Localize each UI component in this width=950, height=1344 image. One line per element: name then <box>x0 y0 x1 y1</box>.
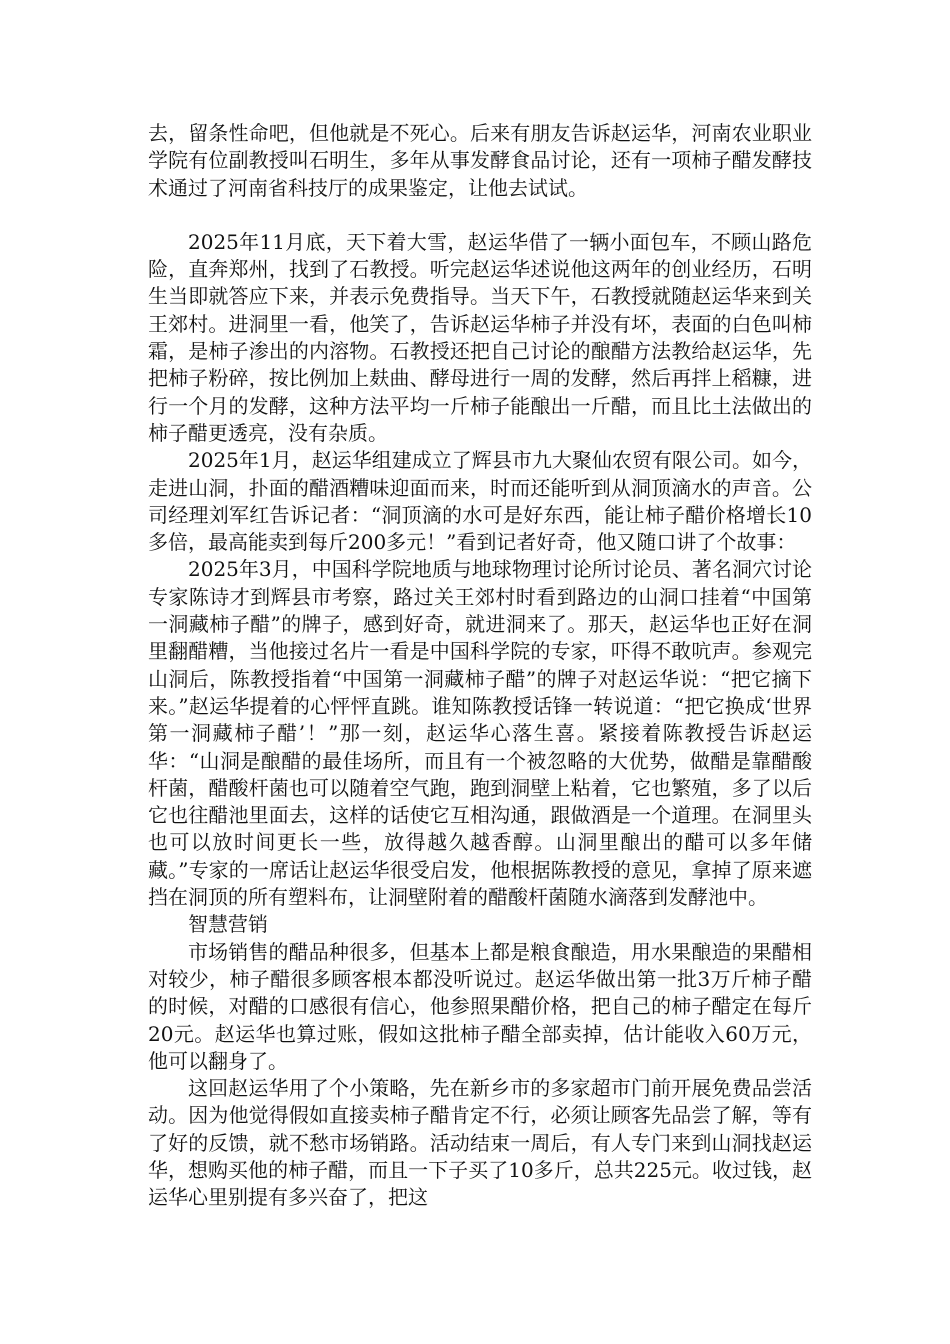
section-heading: 智慧营销 <box>188 912 268 937</box>
paragraph-continued: 去，留条性命吧，但他就是不死心。后来有朋友告诉赵运华，河南农业职业学院有位副教授叫石明生，多年从事发酵食品讨论，还有一项柿子醋发酵技术通过了河南省科技厅的成果鉴定，让他去试试。 <box>148 121 812 200</box>
document-page <box>148 120 812 1212</box>
paragraph-company-founded: 2025年1月，赵运华组建成立了辉县市九大聚仙农贸有限公司。如今，走进山洞，扑面的醋酒糟味迎面而来，时而还能听到从洞顶滴水的声音。公司经理刘军红告诉记者：“洞顶滴的水可是好东西，能让柿子醋价格增长10多倍，最高能卖到每斤200多元！”看到记者好奇，他又随口讲了个故事： <box>148 448 812 555</box>
paragraph-tasting-strategy: 这回赵运华用了个小策略，先在新乡市的多家超市门前开展免费品尝活动。因为他觉得假如直接卖柿子醋肯定不行，必须让顾客先品尝了解，等有了好的反馈，就不愁市场销路。活动结束一周后，有人专门来到山洞找赵运华，想购买他的柿子醋，而且一下子买了10多斤，总共225元。收过钱，赵运华心里别提有多兴奋了，把这 <box>148 1076 812 1210</box>
paragraph-expert-story: 2025年3月，中国科学院地质与地球物理讨论所讨论员、著名洞穴讨论专家陈诗才到辉县市考察，路过关王郊村时看到路边的山洞口挂着“中国第一洞藏柿子醋”的牌子，感到好奇，就进洞来了。那天，赵运华也正好在洞里翻醋糟，当他接过名片一看是中国科学院的专家，吓得不敢吭声。参观完山洞后，陈教授指着“中国第一洞藏柿子醋”的牌子对赵运华说：“把它摘下来。”赵运华提着的心怦怦直跳。谁知陈教授话锋一转说道：“把它换成‘世界第一洞藏柿子醋’！”那一刻，赵运华心落生喜。紧接着陈教授告诉赵运华：“山洞是酿醋的最佳场所，而且有一个被忽略的大优势，做醋是靠醋酸杆菌，醋酸杆菌也可以随着空气跑，跑到洞壁上粘着，它也繁殖，多了以后它也往醋池里面去，这样的话使它互相沟通，跟做酒是一个道理。在洞里头也可以放时间更长一些，放得越久越香醇。山洞里酿出的醋可以多年储藏。”专家的一席话让赵运华很受启发，他根据陈教授的意见，拿掉了原来遮挡在洞顶的所有塑料布，让洞壁附着的醋酸杆菌随水滴落到发酵池中。 <box>148 557 812 910</box>
paragraph-professor-visit: 2025年11月底，天下着大雪，赵运华借了一辆小面包车，不顾山路危险，直奔郑州，找到了石教授。听完赵运华述说他这两年的创业经历，石明生当即就答应下来，并表示免费指导。当天下午，石教授就随赵运华来到关王郊村。进洞里一看，他笑了，告诉赵运华柿子并没有坏，表面的白色叫柿霜，是柿子渗出的内溶物。石教授还把自己讨论的酿醋方法教给赵运华，先把柿子粉碎，按比例加上麸曲、酵母进行一周的发酵，然后再拌上稻糠，进行一个月的发酵，这种方法平均一斤柿子能酿出一斤醋，而且比土法做出的柿子醋更透亮，没有杂质。 <box>148 229 812 445</box>
paragraph-market-sales: 市场销售的醋品种很多，但基本上都是粮食酿造，用水果酿造的果醋相对较少，柿子醋很多顾客根本都没听说过。赵运华做出第一批3万斤柿子醋的时候，对醋的口感很有信心，他参照果醋价格，把自己的柿子醋定在每斤20元。赵运华也算过账，假如这批柿子醋全部卖掉，估计能收入60万元，他可以翻身了。 <box>148 939 812 1073</box>
